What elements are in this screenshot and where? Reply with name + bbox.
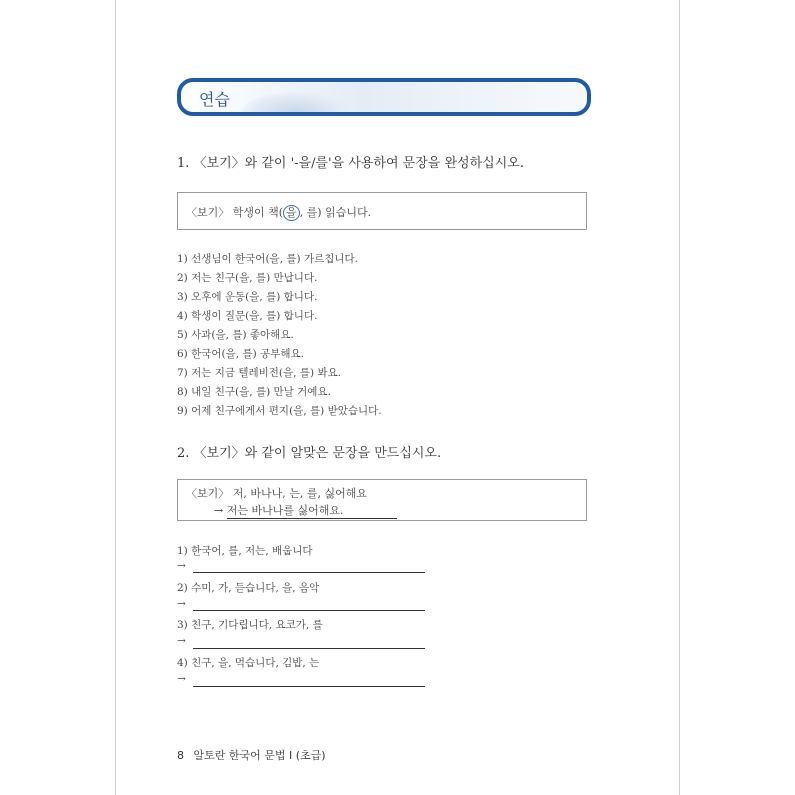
page-number: 8 [177,749,184,762]
section-title: 연습 [199,90,230,109]
list-item: 4) 학생이 질문(을, 를) 합니다. [177,310,318,322]
question-2-example-answer-row [214,502,397,519]
example-text-pre: 〈보기〉 학생이 책( [186,206,284,219]
list-item: 1) 선생님이 한국어(을, 를) 가르칩니다. [177,253,358,265]
example-answer: 저는 바나나를 싫어해요. [227,502,397,519]
answer-blank[interactable] [193,648,425,649]
question-2-prompt: 2. 〈보기〉와 같이 알맞은 문장을 만드십시오. [177,446,442,461]
arrow-icon: → [177,635,186,647]
question-2-item: 2) 수미, 가, 듣습니다, 을, 음악 [177,582,320,594]
answer-blank[interactable] [193,572,425,573]
question-1-example-box [177,192,587,230]
question-2-item: 3) 친구, 기다립니다, 요코가, 를 [177,619,323,631]
page-footer [177,747,326,763]
circled-answer: 을 [283,205,300,221]
arrow-icon: → [177,673,186,685]
question-2-example-box [177,479,587,521]
list-item: 9) 어제 친구에게서 편지(을, 를) 받았습니다. [177,405,382,417]
question-2-example-line: 〈보기〉 저, 바나나, 는, 를, 싫어해요 [186,487,367,500]
list-item: 5) 사과(을, 를) 좋아해요. [177,329,294,341]
example-text-post: , 를) 읽습니다. [299,206,372,219]
book-title: 알토란 한국어 문법 I (초급) [193,749,326,762]
question-1-example [186,204,371,221]
list-item: 8) 내일 친구(을, 를) 만날 거예요. [177,386,331,398]
question-2-item: 4) 친구, 을, 먹습니다, 김밥, 는 [177,657,320,669]
list-item: 2) 저는 친구(을, 를) 만납니다. [177,272,318,284]
arrow-icon: → [177,598,186,610]
answer-blank[interactable] [193,610,425,611]
answer-blank[interactable] [193,686,425,687]
question-2-item: 1) 한국어, 를, 저는, 배웁니다 [177,545,313,557]
list-item: 6) 한국어(을, 를) 공부해요. [177,348,304,360]
arrow-icon: → [177,560,186,572]
question-1-items [177,250,382,421]
question-1-prompt: 1. 〈보기〉와 같이 '-을/를'을 사용하여 문장을 완성하십시오. [177,156,524,171]
arrow-icon: → [214,504,224,517]
list-item: 7) 저는 지금 텔레비전(을, 를) 봐요. [177,367,342,379]
header-decoration [241,92,351,116]
section-header [177,78,591,116]
list-item: 3) 오후에 운동(을, 를) 합니다. [177,291,318,303]
